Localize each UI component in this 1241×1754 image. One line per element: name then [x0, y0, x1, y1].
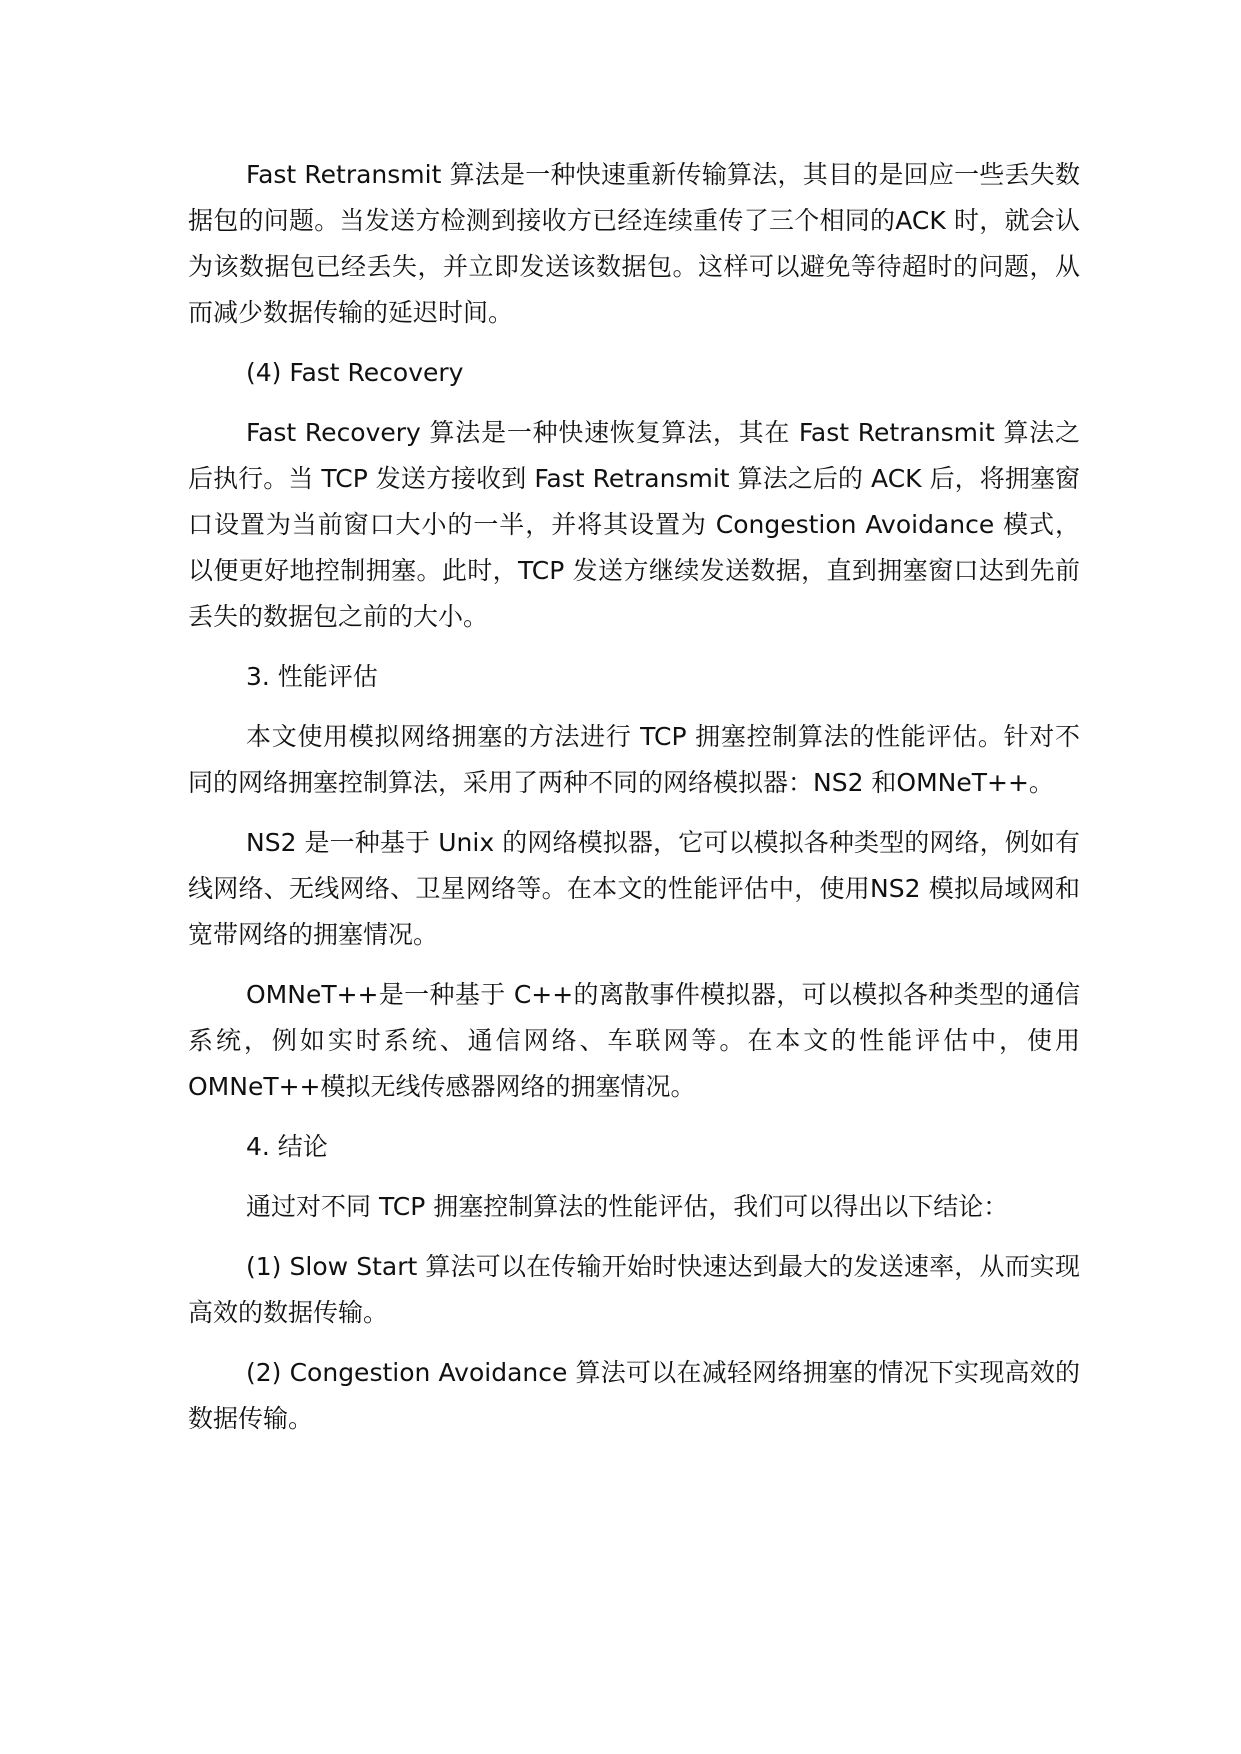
- heading-conclusion: 4. 结论: [246, 1132, 328, 1161]
- paragraph-fast-retransmit: Fast Retransmit 算法是一种快速重新传输算法，其目的是回应一些丢失数据包的问题。当发送方检测到接收方已经连续重传了三个相同的ACK 时，就会认为该数据包已经丢失，并立即发送该数据包。这样可以避免等待超时的问题，从而减少数据传输的延迟时间。: [188, 160, 1080, 327]
- paragraph-conclusion-intro: 通过对不同 TCP 拥塞控制算法的性能评估，我们可以得出以下结论：: [246, 1192, 1009, 1221]
- heading-performance-evaluation: 3. 性能评估: [246, 662, 378, 691]
- paragraph-ns2: NS2 是一种基于 Unix 的网络模拟器，它可以模拟各种类型的网络，例如有线网络、无线网络、卫星网络等。在本文的性能评估中，使用NS2 模拟局域网和宽带网络的拥塞情况。: [188, 828, 1080, 949]
- document-page: [188, 152, 1080, 1456]
- paragraph-fast-recovery: Fast Recovery 算法是一种快速恢复算法，其在 Fast Retransmit 算法之后执行。当 TCP 发送方接收到 Fast Retransmit 算法之后的 ACK 后，将拥塞窗口设置为当前窗口大小的一半，并将其设置为 Congestion Avoidance 模式，以便更好地控制拥塞。此时，TCP 发送方继续发送数据，直到拥塞窗口达到先前丢失的数据包之前的大小。: [188, 418, 1080, 631]
- paragraph-conclusion-1: (1) Slow Start 算法可以在传输开始时快速达到最大的发送速率，从而实现高效的数据传输。: [188, 1252, 1080, 1327]
- heading-fast-recovery: (4) Fast Recovery: [246, 358, 464, 387]
- paragraph-conclusion-2: (2) Congestion Avoidance 算法可以在减轻网络拥塞的情况下实现高效的数据传输。: [188, 1358, 1080, 1433]
- paragraph-evaluation-method: 本文使用模拟网络拥塞的方法进行 TCP 拥塞控制算法的性能评估。针对不同的网络拥塞控制算法，采用了两种不同的网络模拟器：NS2 和OMNeT++。: [188, 722, 1080, 797]
- paragraph-omnet: OMNeT++是一种基于 C++的离散事件模拟器，可以模拟各种类型的通信系统，例如实时系统、通信网络、车联网等。在本文的性能评估中，使用 OMNeT++模拟无线传感器网络的拥塞情况。: [188, 980, 1080, 1101]
